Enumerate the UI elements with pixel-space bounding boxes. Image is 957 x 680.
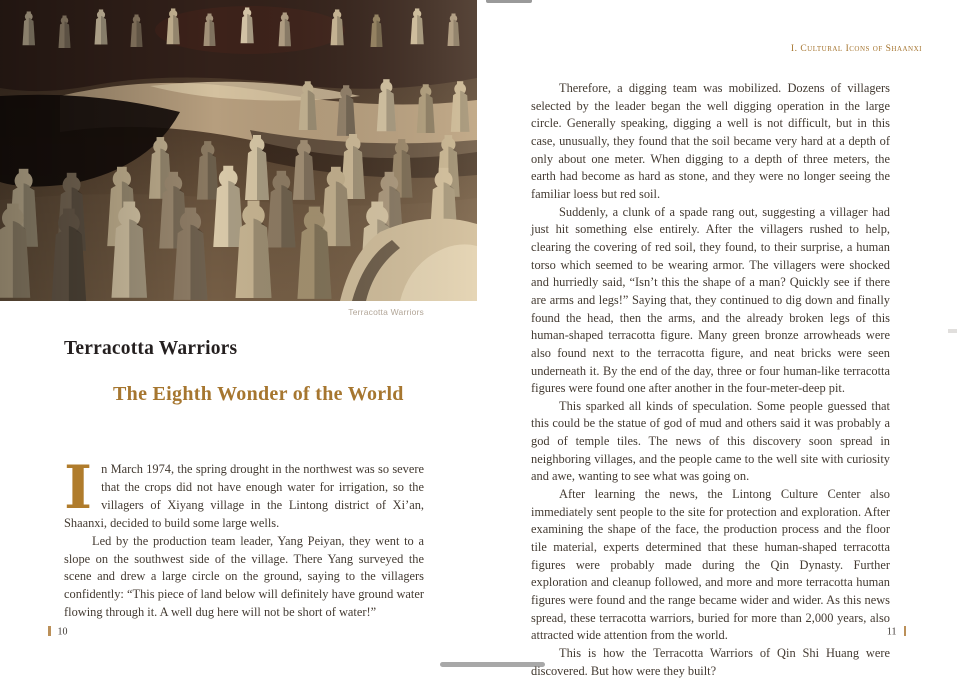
folio-bar xyxy=(48,626,51,636)
paragraph: This is how the Terracotta Warriors of Qin Shi Huang were discovered. But how were they built? xyxy=(531,646,890,678)
chapter-title: Terracotta Warriors xyxy=(64,338,238,359)
right-page-footer xyxy=(887,626,906,638)
paragraph xyxy=(64,453,424,533)
right-page-body xyxy=(531,80,890,680)
paragraph-text: n March 1974, the spring drought in the northwest was so severe that the crops did not have enough water for irrigation, so the villagers of Xiyang village in the Lintong district of Xi’an, Shaanxi, decided to build some large wells. xyxy=(64,462,424,530)
paragraph: Led by the production team leader, Yang Peiyan, they went to a slope on the southwest side of the village. There Yang surveyed the scene and drew a large circle on the ground, saying to the villagers confidently: “This piece of land below will definitely have ground water flowing through it. A well dug here will not be short of water!” xyxy=(64,533,424,620)
chapter-subtitle: The Eighth Wonder of the World xyxy=(113,383,404,405)
paragraph: Therefore, a digging team was mobilized. Dozens of villagers selected by the leader began the well digging operation in the large circle. Generally speaking, digging a well is not difficult, but in this case, unusually, they found that the soil became very hard at a depth of only about one meter. When digging to a depth of three meters, the earth had become as hard as stone, and they were no longer seeing the familiar loess but red soil. xyxy=(531,81,890,201)
paragraph: After learning the news, the Lintong Culture Center also immediately sent people to the site for protection and exploration. After examining the shape of the face, the production process and the floor tile material, experts determined that these human-shaped terracotta figures were probably made during the Qin Dynasty. Further exploration and cleanup followed, and more and more terracotta human figures were found and the range became wider and wider. As this news spread, these terracotta warriors, buried for more than 2,000 years, also attracted wide attention from the world. xyxy=(531,487,890,643)
left-page-footer xyxy=(48,626,68,638)
page-number: 11 xyxy=(886,626,897,638)
right-edge-marker xyxy=(948,329,957,333)
running-header: I. Cultural Icons of Shaanxi xyxy=(790,44,922,54)
paragraph: This sparked all kinds of speculation. Some people guessed that this could be the statue of god of mud and others said it was probably a god of temple tiles. The news of this discovery soon spread in neighboring villages, and the people came to the well site with curiosity and awe, wanting to see what was going on. xyxy=(531,398,890,484)
page-top-indicator xyxy=(486,0,532,3)
paragraph: Suddenly, a clunk of a spade rang out, suggesting a villager had just hit something else entirely. After the villagers rushed to help, clearing the covering of red soil, they found, to their surprise, a human torso which seemed to be wearing armor. The villagers were shocked and hurriedly said, “Isn’t this the shape of a man? Quickly see if there are arms and legs!” Saying that, they continued to dig down and finally found the head, then the arms, and the already broken legs of this human-shaped terracotta figure. Many green bronze arrowheads were also found next to the terracotta figure, and neat bricks were seen underneath it. By the end of the day, three or four human-like terracotta figures were found one after another in the four-meter-deep pit. xyxy=(531,204,890,396)
folio-bar xyxy=(904,626,907,636)
drop-cap: I xyxy=(64,453,93,523)
photo-caption: Terracotta Warriors xyxy=(348,307,424,317)
terracotta-warriors-photo xyxy=(0,0,477,301)
page-number: 10 xyxy=(57,626,68,638)
drag-handle-indicator[interactable] xyxy=(440,662,545,667)
left-page-body xyxy=(64,453,424,622)
